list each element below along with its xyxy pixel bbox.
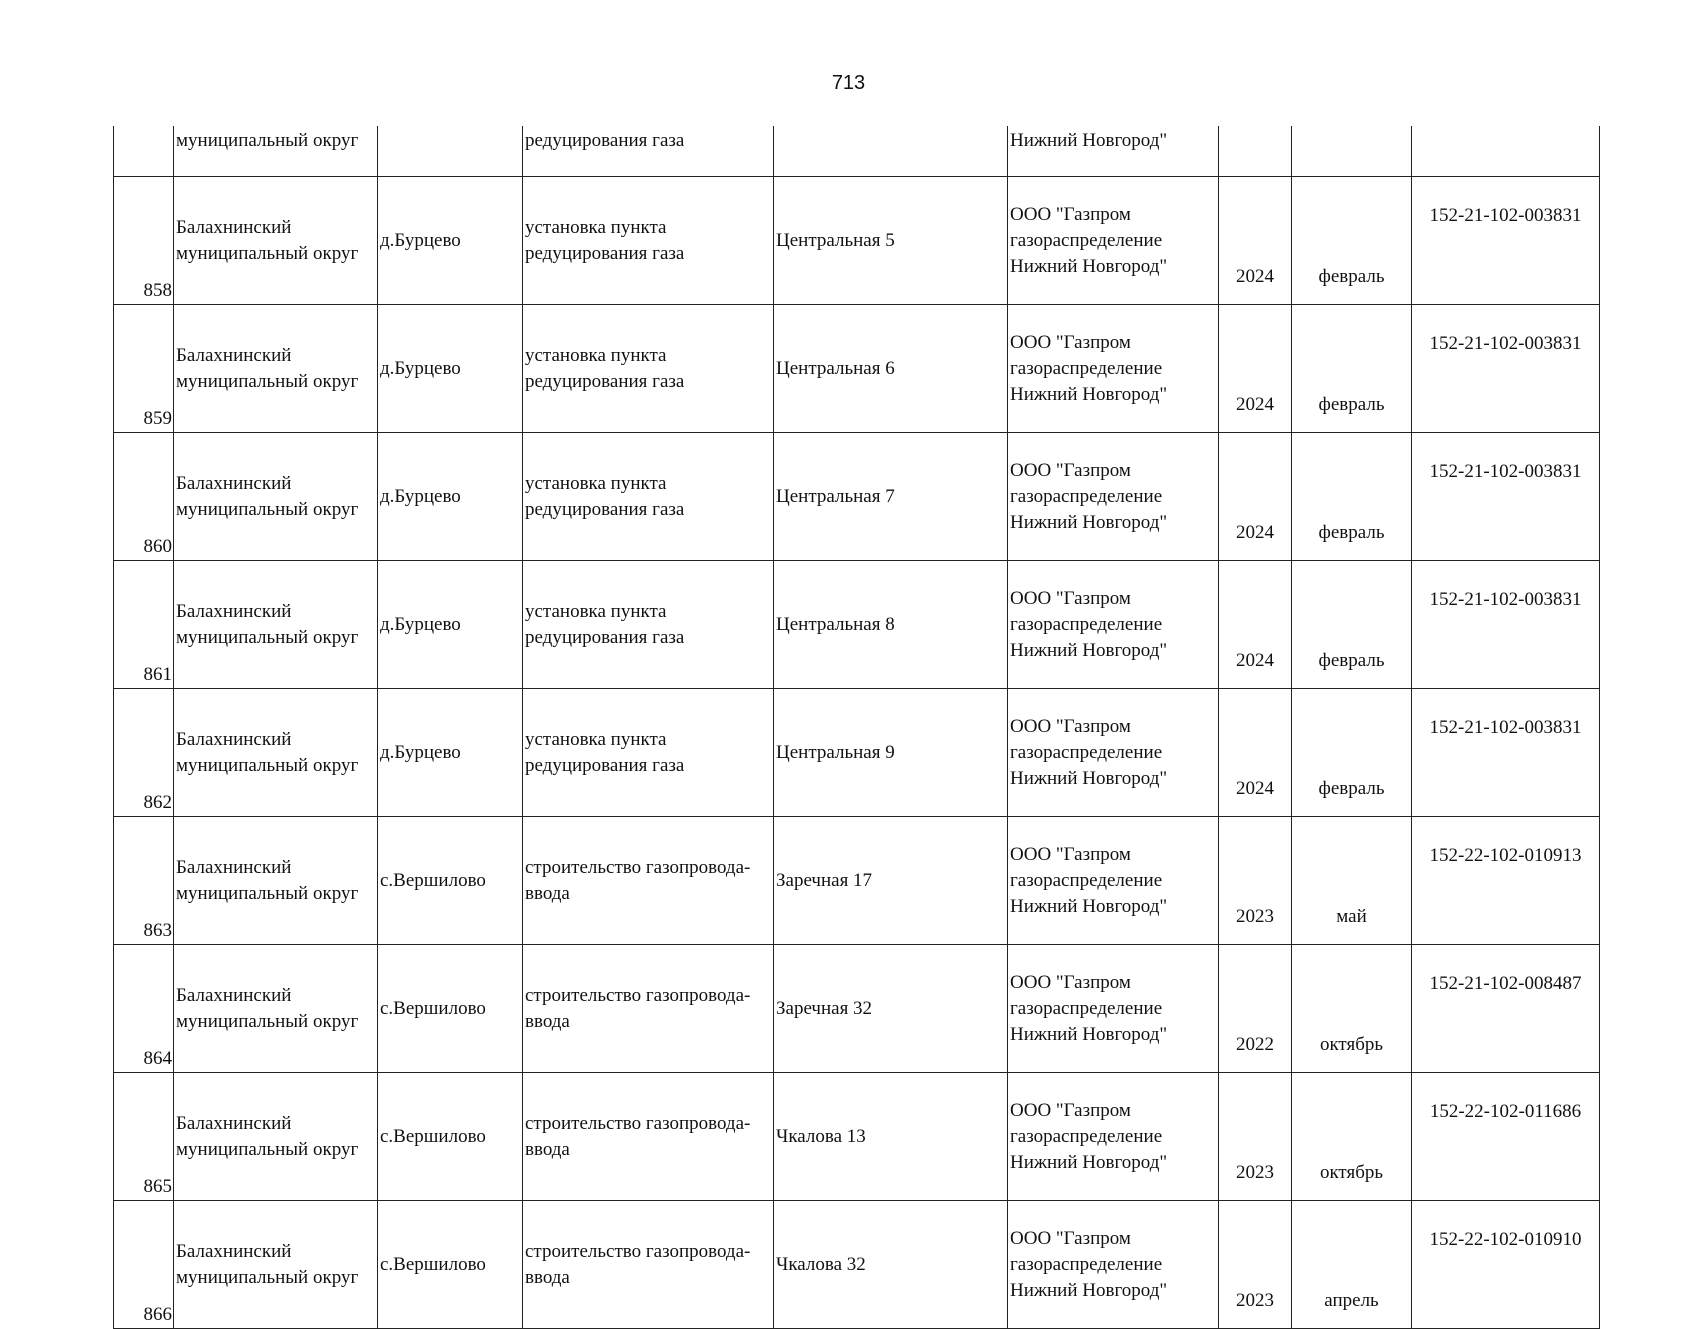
cell-num: 858 — [114, 177, 174, 305]
cell-settlement: д.Бурцево — [378, 561, 523, 689]
cell-num: 865 — [114, 1073, 174, 1201]
cell-code: 152-21-102-003831 — [1412, 561, 1600, 689]
cell-year: 2022 — [1219, 945, 1292, 1073]
cell-year: 2024 — [1219, 305, 1292, 433]
cell-code — [1412, 126, 1600, 177]
table-row-continuation — [114, 126, 1600, 177]
cell-work: установка пункта редуцирования газа — [523, 305, 774, 433]
cell-month: апрель — [1292, 1201, 1412, 1329]
cell-district: Балахнинский муниципальный округ — [174, 433, 378, 561]
cell-num: 866 — [114, 1201, 174, 1329]
cell-org: ООО "Газпром газораспределение Нижний Новгород" — [1008, 305, 1219, 433]
cell-org: ООО "Газпром газораспределение Нижний Новгород" — [1008, 1073, 1219, 1201]
cell-org: ООО "Газпром газораспределение Нижний Новгород" — [1008, 817, 1219, 945]
cell-year: 2024 — [1219, 689, 1292, 817]
table-row — [114, 561, 1600, 689]
cell-code: 152-21-102-003831 — [1412, 177, 1600, 305]
cell-org: ООО "Газпром газораспределение Нижний Новгород" — [1008, 561, 1219, 689]
cell-settlement: с.Вершилово — [378, 1201, 523, 1329]
cell-district: Балахнинский муниципальный округ — [174, 1073, 378, 1201]
cell-work: строительство газопровода- ввода — [523, 1073, 774, 1201]
cell-address: Заречная 17 — [774, 817, 1008, 945]
cell-work: установка пункта редуцирования газа — [523, 177, 774, 305]
cell-month: февраль — [1292, 177, 1412, 305]
table-row — [114, 1201, 1600, 1329]
cell-num: 859 — [114, 305, 174, 433]
cell-settlement: д.Бурцево — [378, 305, 523, 433]
cell-org: ООО "Газпром газораспределение Нижний Новгород" — [1008, 689, 1219, 817]
cell-num: 864 — [114, 945, 174, 1073]
cell-address: Центральная 7 — [774, 433, 1008, 561]
cell-work: редуцирования газа — [523, 126, 774, 177]
cell-address — [774, 126, 1008, 177]
cell-work: установка пункта редуцирования газа — [523, 561, 774, 689]
table-row — [114, 305, 1600, 433]
table-row — [114, 817, 1600, 945]
cell-work: установка пункта редуцирования газа — [523, 689, 774, 817]
cell-settlement: д.Бурцево — [378, 177, 523, 305]
cell-num — [114, 126, 174, 177]
cell-address: Чкалова 32 — [774, 1201, 1008, 1329]
cell-code: 152-22-102-010910 — [1412, 1201, 1600, 1329]
cell-org: ООО "Газпром газораспределение Нижний Новгород" — [1008, 177, 1219, 305]
cell-num: 861 — [114, 561, 174, 689]
cell-month: февраль — [1292, 689, 1412, 817]
cell-month: октябрь — [1292, 945, 1412, 1073]
cell-address: Чкалова 13 — [774, 1073, 1008, 1201]
cell-month — [1292, 126, 1412, 177]
cell-num: 860 — [114, 433, 174, 561]
cell-district: муниципальный округ — [174, 126, 378, 177]
cell-year: 2023 — [1219, 817, 1292, 945]
cell-district: Балахнинский муниципальный округ — [174, 305, 378, 433]
cell-org: ООО "Газпром газораспределение Нижний Новгород" — [1008, 1201, 1219, 1329]
cell-district: Балахнинский муниципальный округ — [174, 177, 378, 305]
cell-year — [1219, 126, 1292, 177]
cell-settlement: с.Вершилово — [378, 1073, 523, 1201]
cell-num: 862 — [114, 689, 174, 817]
cell-district: Балахнинский муниципальный округ — [174, 817, 378, 945]
cell-org: ООО "Газпром газораспределение Нижний Новгород" — [1008, 945, 1219, 1073]
table-row — [114, 945, 1600, 1073]
cell-address: Заречная 32 — [774, 945, 1008, 1073]
cell-address: Центральная 8 — [774, 561, 1008, 689]
cell-month: октябрь — [1292, 1073, 1412, 1201]
cell-month: февраль — [1292, 305, 1412, 433]
cell-month: февраль — [1292, 433, 1412, 561]
cell-address: Центральная 9 — [774, 689, 1008, 817]
cell-settlement: с.Вершилово — [378, 945, 523, 1073]
cell-year: 2023 — [1219, 1201, 1292, 1329]
cell-code: 152-21-102-008487 — [1412, 945, 1600, 1073]
table-row — [114, 689, 1600, 817]
table-row — [114, 433, 1600, 561]
cell-year: 2023 — [1219, 1073, 1292, 1201]
data-table — [113, 126, 1600, 1329]
cell-month: май — [1292, 817, 1412, 945]
cell-district: Балахнинский муниципальный округ — [174, 945, 378, 1073]
cell-org: Нижний Новгород" — [1008, 126, 1219, 177]
table-row — [114, 177, 1600, 305]
cell-district: Балахнинский муниципальный округ — [174, 561, 378, 689]
cell-year: 2024 — [1219, 433, 1292, 561]
page-number: 713 — [831, 72, 866, 94]
cell-code: 152-22-102-011686 — [1412, 1073, 1600, 1201]
cell-settlement: с.Вершилово — [378, 817, 523, 945]
cell-year: 2024 — [1219, 561, 1292, 689]
cell-settlement: д.Бурцево — [378, 433, 523, 561]
cell-num: 863 — [114, 817, 174, 945]
table-row — [114, 1073, 1600, 1201]
cell-district: Балахнинский муниципальный округ — [174, 689, 378, 817]
cell-work: строительство газопровода- ввода — [523, 1201, 774, 1329]
table-body — [114, 126, 1600, 1329]
cell-year: 2024 — [1219, 177, 1292, 305]
cell-work: установка пункта редуцирования газа — [523, 433, 774, 561]
cell-code: 152-21-102-003831 — [1412, 305, 1600, 433]
cell-work: строительство газопровода- ввода — [523, 945, 774, 1073]
cell-code: 152-21-102-003831 — [1412, 433, 1600, 561]
cell-settlement: д.Бурцево — [378, 689, 523, 817]
cell-work: строительство газопровода- ввода — [523, 817, 774, 945]
cell-code: 152-22-102-010913 — [1412, 817, 1600, 945]
cell-address: Центральная 6 — [774, 305, 1008, 433]
cell-org: ООО "Газпром газораспределение Нижний Новгород" — [1008, 433, 1219, 561]
cell-address: Центральная 5 — [774, 177, 1008, 305]
cell-district: Балахнинский муниципальный округ — [174, 1201, 378, 1329]
cell-month: февраль — [1292, 561, 1412, 689]
cell-code: 152-21-102-003831 — [1412, 689, 1600, 817]
cell-settlement — [378, 126, 523, 177]
